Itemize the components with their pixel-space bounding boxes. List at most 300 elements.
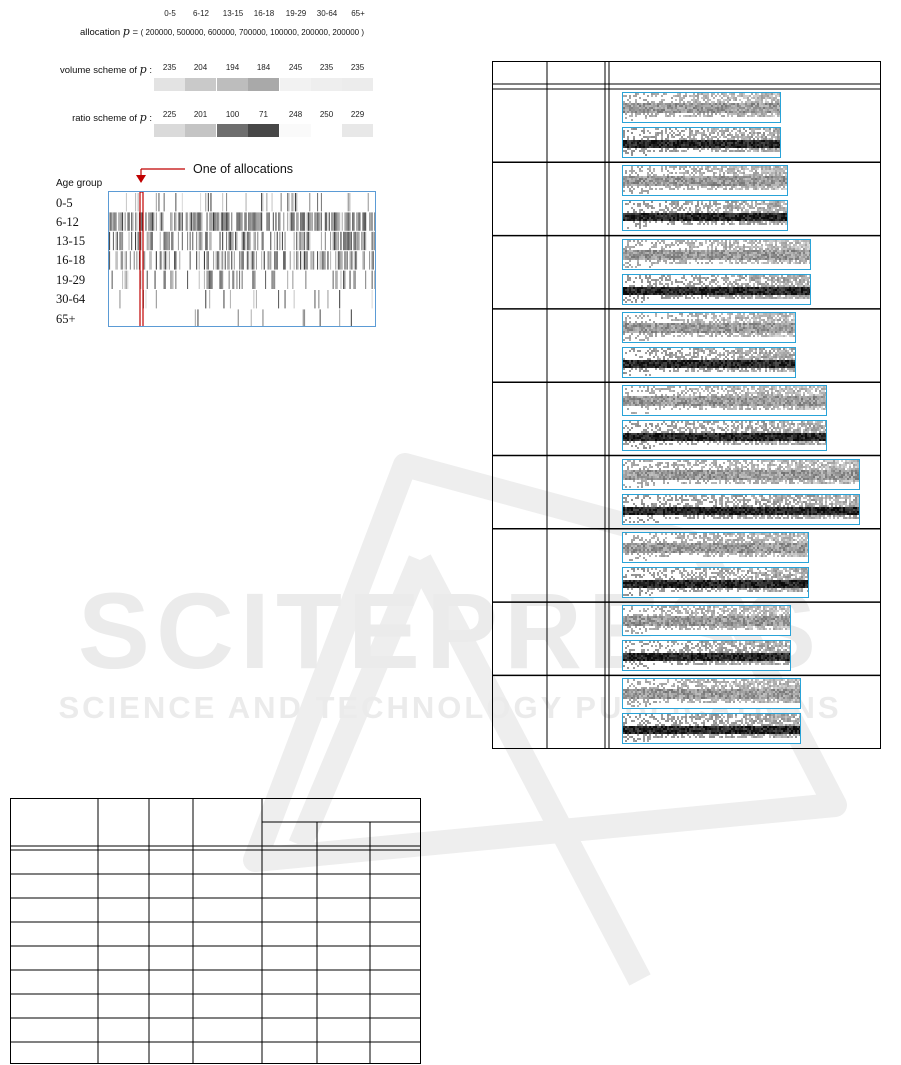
heatmap-cell bbox=[292, 193, 293, 211]
heatmap-cell bbox=[278, 290, 279, 308]
results-table bbox=[10, 798, 421, 1064]
heatmap-cell bbox=[357, 232, 358, 250]
heatmap-cell bbox=[238, 309, 239, 327]
heatmap-cell bbox=[197, 309, 198, 327]
heatmap-cell bbox=[165, 232, 166, 250]
heatmap-cell bbox=[179, 212, 180, 230]
heatmap-row-label: 0-5 bbox=[56, 196, 73, 210]
heatmap-cell bbox=[301, 212, 302, 230]
heatmap-cell bbox=[121, 251, 122, 269]
age-group-header-cell: 6-12 bbox=[192, 9, 209, 18]
heatmap-cell bbox=[135, 232, 136, 250]
heatmap-cell bbox=[119, 232, 120, 250]
scheme-value: 245 bbox=[288, 63, 303, 72]
heatmap-cell bbox=[344, 212, 345, 230]
heatmap-cell bbox=[363, 232, 364, 250]
volume-bar-graphic bbox=[623, 386, 827, 416]
heatmap-cell bbox=[311, 212, 312, 230]
heatmap-cell bbox=[261, 212, 262, 230]
heatmap-cell bbox=[109, 251, 110, 269]
heatmap-cell bbox=[344, 251, 345, 269]
heatmap-cell bbox=[175, 212, 176, 230]
heatmap-cell bbox=[255, 212, 256, 230]
heatmap-cell bbox=[135, 212, 136, 230]
heatmap-cell bbox=[287, 212, 288, 230]
ratio-scheme-label: ratio scheme of p : bbox=[72, 111, 152, 124]
heatmap-cell bbox=[156, 193, 157, 211]
heatmap-cell bbox=[361, 232, 362, 250]
heatmap-cell bbox=[242, 212, 243, 230]
heatmap-cell bbox=[153, 212, 154, 230]
heatmap-cell bbox=[285, 290, 286, 308]
bar-comparison-table bbox=[492, 61, 881, 749]
heatmap-cell bbox=[351, 309, 352, 327]
heatmap-cell bbox=[373, 232, 374, 250]
ratio-bar-graphic bbox=[623, 568, 809, 598]
heatmap-cell bbox=[294, 212, 295, 230]
scheme-swatch bbox=[217, 124, 248, 137]
heatmap-cell bbox=[274, 232, 275, 250]
heatmap-cell bbox=[125, 212, 126, 230]
heatmap-cell bbox=[117, 232, 118, 250]
heatmap-cell bbox=[129, 212, 130, 230]
heatmap-cell bbox=[169, 232, 170, 250]
heatmap-cell bbox=[365, 271, 366, 289]
heatmap-cell bbox=[351, 232, 352, 250]
ratio-bar-frame bbox=[622, 347, 796, 378]
heatmap-cell bbox=[212, 212, 213, 230]
heatmap-cell bbox=[359, 232, 360, 250]
heatmap-row-label: 65+ bbox=[56, 312, 76, 326]
heatmap-cell bbox=[343, 232, 344, 250]
heatmap-cell bbox=[261, 193, 262, 211]
heatmap-cell bbox=[186, 212, 187, 230]
heatmap-cell bbox=[234, 251, 235, 269]
heatmap-cell bbox=[222, 232, 223, 250]
heatmap-cell bbox=[335, 251, 336, 269]
heatmap-cell bbox=[376, 212, 377, 230]
heatmap-cell bbox=[253, 232, 254, 250]
heatmap-cell bbox=[255, 232, 256, 250]
heatmap-cell bbox=[372, 232, 373, 250]
heatmap-cell bbox=[359, 212, 360, 230]
heatmap-cell bbox=[239, 251, 240, 269]
heatmap-cell bbox=[127, 271, 128, 289]
heatmap-cell bbox=[334, 232, 335, 250]
watermark-subtitle: SCIENCE AND TECHNOLOGY PUBLICATIONS bbox=[58, 690, 842, 725]
heatmap-cell bbox=[149, 212, 150, 230]
heatmap-cell bbox=[161, 212, 162, 230]
scheme-swatch bbox=[185, 124, 216, 137]
heatmap-cell bbox=[327, 290, 328, 308]
heatmap-cell bbox=[118, 212, 119, 230]
heatmap-cell bbox=[320, 212, 321, 230]
heatmap-cell bbox=[269, 251, 270, 269]
heatmap-cell bbox=[329, 212, 330, 230]
heatmap-cell bbox=[262, 232, 263, 250]
heatmap-cell bbox=[244, 232, 245, 250]
ratio-bar-graphic bbox=[623, 421, 827, 451]
heatmap-cell bbox=[257, 212, 258, 230]
scheme-value: 229 bbox=[350, 110, 365, 119]
heatmap-cell bbox=[204, 271, 205, 289]
heatmap-cell bbox=[277, 251, 278, 269]
volume-bar-graphic bbox=[623, 313, 796, 343]
heatmap-cell bbox=[296, 232, 297, 250]
heatmap-cell bbox=[347, 193, 348, 211]
heatmap-cell bbox=[114, 212, 115, 230]
heatmap-cell bbox=[116, 232, 117, 250]
heatmap-cell bbox=[121, 232, 122, 250]
heatmap-cell bbox=[320, 309, 321, 327]
heatmap-cell bbox=[170, 271, 171, 289]
heatmap-cell bbox=[156, 212, 157, 230]
heatmap-cell bbox=[355, 251, 356, 269]
heatmap-cell bbox=[136, 251, 137, 269]
heatmap-cell bbox=[214, 212, 215, 230]
heatmap-cell bbox=[222, 251, 223, 269]
heatmap-cell bbox=[192, 232, 193, 250]
heatmap-cell bbox=[109, 232, 110, 250]
heatmap-cell bbox=[195, 212, 196, 230]
heatmap-cell bbox=[356, 232, 357, 250]
heatmap-cell bbox=[164, 271, 165, 289]
heatmap-cell bbox=[344, 271, 345, 289]
scheme-swatch bbox=[154, 78, 185, 91]
heatmap-cell bbox=[363, 212, 364, 230]
heatmap-cell bbox=[251, 251, 252, 269]
heatmap-cell bbox=[325, 212, 326, 230]
volume-bar-frame bbox=[622, 605, 791, 636]
heatmap-cell bbox=[210, 271, 211, 289]
heatmap-cell bbox=[122, 212, 123, 230]
heatmap-cell bbox=[266, 212, 267, 230]
volume-bar-graphic bbox=[623, 460, 860, 490]
heatmap-cell bbox=[122, 271, 123, 289]
heatmap-cell bbox=[350, 271, 351, 289]
heatmap-cell bbox=[340, 251, 341, 269]
heatmap-cell bbox=[156, 251, 157, 269]
heatmap-cell bbox=[199, 251, 200, 269]
heatmap-cell bbox=[175, 251, 176, 269]
heatmap-cell bbox=[253, 251, 254, 269]
heatmap-cell bbox=[314, 290, 315, 308]
heatmap-cell bbox=[338, 232, 339, 250]
heatmap-cell bbox=[138, 232, 139, 250]
heatmap-cell bbox=[338, 251, 339, 269]
heatmap-cell bbox=[318, 290, 319, 308]
heatmap-cell bbox=[370, 212, 371, 230]
heatmap-cell bbox=[173, 232, 174, 250]
heatmap-cell bbox=[249, 212, 250, 230]
ratio-bar-frame bbox=[622, 274, 811, 305]
heatmap-cell bbox=[331, 212, 332, 230]
heatmap-cell bbox=[229, 212, 230, 230]
heatmap-cell bbox=[353, 232, 354, 250]
heatmap-cell bbox=[340, 271, 341, 289]
heatmap-cell bbox=[204, 251, 205, 269]
heatmap-cell bbox=[158, 193, 159, 211]
heatmap-cell bbox=[292, 271, 293, 289]
heatmap-cell bbox=[233, 232, 234, 250]
heatmap-cell bbox=[225, 251, 226, 269]
heatmap-cell bbox=[222, 193, 223, 211]
heatmap-cell bbox=[372, 290, 373, 308]
heatmap-cell bbox=[257, 232, 258, 250]
heatmap-cell bbox=[205, 193, 206, 211]
heatmap-cell bbox=[112, 271, 113, 289]
scheme-swatch bbox=[311, 78, 342, 91]
heatmap-cell bbox=[174, 251, 175, 269]
heatmap-cell bbox=[364, 212, 365, 230]
heatmap-cell bbox=[252, 251, 253, 269]
heatmap-cell bbox=[307, 212, 308, 230]
heatmap-cell bbox=[272, 271, 273, 289]
heatmap-cell bbox=[222, 271, 223, 289]
heatmap-cell bbox=[236, 212, 237, 230]
heatmap-cell bbox=[231, 251, 232, 269]
heatmap-cell bbox=[226, 232, 227, 250]
scheme-value: 235 bbox=[162, 63, 177, 72]
heatmap-cell bbox=[182, 193, 183, 211]
heatmap-cell bbox=[247, 232, 248, 250]
heatmap-cell bbox=[350, 232, 351, 250]
heatmap-cell bbox=[196, 232, 197, 250]
ratio-bar-graphic bbox=[623, 275, 811, 305]
heatmap-cell bbox=[210, 232, 211, 250]
heatmap-cell bbox=[145, 212, 146, 230]
heatmap-cell bbox=[125, 251, 126, 269]
heatmap-cell bbox=[134, 251, 135, 269]
heatmap-cell bbox=[156, 290, 157, 308]
heatmap-cell bbox=[149, 232, 150, 250]
heatmap-cell bbox=[200, 232, 201, 250]
heatmap-cell bbox=[116, 212, 117, 230]
heatmap-cell bbox=[260, 212, 261, 230]
volume-bar-frame bbox=[622, 312, 796, 343]
heatmap-cell bbox=[161, 251, 162, 269]
heatmap-cell bbox=[351, 251, 352, 269]
heatmap-cell bbox=[300, 212, 301, 230]
heatmap-cell bbox=[230, 290, 231, 308]
heatmap-cell bbox=[229, 232, 230, 250]
scheme-swatch bbox=[342, 124, 373, 137]
heatmap-cell bbox=[175, 193, 176, 211]
heatmap-cell bbox=[305, 251, 306, 269]
heatmap-cell bbox=[221, 212, 222, 230]
heatmap-cell bbox=[132, 212, 133, 230]
heatmap-cell bbox=[372, 212, 373, 230]
ratio-bar-frame bbox=[622, 494, 860, 525]
heatmap-cell bbox=[363, 251, 364, 269]
heatmap-cell bbox=[255, 271, 256, 289]
heatmap-cell bbox=[352, 251, 353, 269]
ratio-bar-frame bbox=[622, 127, 781, 158]
heatmap-cell bbox=[309, 193, 310, 211]
heatmap-cell bbox=[334, 212, 335, 230]
heatmap-cell bbox=[226, 212, 227, 230]
volume-bar-frame bbox=[622, 239, 811, 270]
heatmap-cell bbox=[291, 193, 292, 211]
heatmap-cell bbox=[291, 212, 292, 230]
heatmap-cell bbox=[281, 193, 282, 211]
heatmap-cell bbox=[251, 212, 252, 230]
heatmap-cell bbox=[240, 212, 241, 230]
heatmap-cell bbox=[376, 232, 377, 250]
heatmap-cell bbox=[252, 271, 253, 289]
heatmap-cell bbox=[304, 232, 305, 250]
heatmap-cell bbox=[231, 212, 232, 230]
scheme-value: 250 bbox=[319, 110, 334, 119]
heatmap-cell bbox=[199, 271, 200, 289]
heatmap-cell bbox=[256, 290, 257, 308]
heatmap-cell bbox=[174, 212, 175, 230]
heatmap-cell bbox=[337, 232, 338, 250]
heatmap-cell bbox=[248, 251, 249, 269]
heatmap-cell bbox=[231, 232, 232, 250]
heatmap-cell bbox=[149, 251, 150, 269]
heatmap-cell bbox=[287, 271, 288, 289]
heatmap-cell bbox=[220, 232, 221, 250]
ratio-bar-frame bbox=[622, 713, 801, 744]
scheme-swatch bbox=[248, 124, 279, 137]
heatmap-cell bbox=[166, 232, 167, 250]
heatmap-cell bbox=[308, 232, 309, 250]
heatmap-cell bbox=[326, 212, 327, 230]
heatmap-cell bbox=[209, 290, 210, 308]
heatmap-cell bbox=[239, 212, 240, 230]
allocation-equals: = bbox=[132, 27, 139, 38]
heatmap-cell bbox=[368, 193, 369, 211]
heatmap-cell bbox=[348, 212, 349, 230]
heatmap-cell bbox=[364, 251, 365, 269]
heatmap-cell bbox=[335, 271, 336, 289]
heatmap-cell bbox=[339, 212, 340, 230]
heatmap-cell bbox=[110, 212, 111, 230]
heatmap-cell bbox=[182, 232, 183, 250]
heatmap-cell bbox=[125, 271, 126, 289]
heatmap-cell bbox=[321, 232, 322, 250]
heatmap-cell bbox=[316, 212, 317, 230]
heatmap-cell bbox=[304, 309, 305, 327]
heatmap-cell bbox=[299, 232, 300, 250]
scheme-value: 201 bbox=[193, 110, 208, 119]
ratio-bar-graphic bbox=[623, 641, 791, 671]
scheme-value: 235 bbox=[319, 63, 334, 72]
heatmap-cell bbox=[238, 212, 239, 230]
heatmap-cell bbox=[205, 290, 206, 308]
heatmap-cell bbox=[374, 232, 375, 250]
heatmap-cell bbox=[282, 232, 283, 250]
volume-bar-frame bbox=[622, 92, 781, 123]
heatmap-cell bbox=[171, 232, 172, 250]
heatmap-cell bbox=[148, 212, 149, 230]
heatmap-cell bbox=[131, 212, 132, 230]
heatmap-cell bbox=[248, 212, 249, 230]
volume-bar-graphic bbox=[623, 240, 811, 270]
heatmap-cell bbox=[240, 251, 241, 269]
heatmap-cell bbox=[290, 212, 291, 230]
heatmap-cell bbox=[307, 232, 308, 250]
heatmap-cell bbox=[210, 193, 211, 211]
heatmap-row-label: 30-64 bbox=[56, 292, 86, 306]
heatmap-cell bbox=[230, 232, 231, 250]
heatmap-cell bbox=[357, 212, 358, 230]
heatmap-cell bbox=[307, 251, 308, 269]
heatmap-cell bbox=[283, 212, 284, 230]
heatmap-cell bbox=[265, 271, 266, 289]
scheme-swatch bbox=[217, 78, 248, 91]
heatmap-cell bbox=[303, 232, 304, 250]
heatmap-cell bbox=[327, 251, 328, 269]
heatmap-cell bbox=[324, 251, 325, 269]
heatmap-cell bbox=[209, 271, 210, 289]
heatmap-cell bbox=[347, 251, 348, 269]
heatmap-cell bbox=[151, 232, 152, 250]
heatmap-cells bbox=[109, 192, 376, 327]
heatmap-cell bbox=[171, 212, 172, 230]
age-group-header bbox=[0, 9, 400, 21]
heatmap-cell bbox=[152, 232, 153, 250]
heatmap-cell bbox=[217, 251, 218, 269]
heatmap-cell bbox=[290, 251, 291, 269]
heatmap-cell bbox=[243, 232, 244, 250]
heatmap-cell bbox=[344, 232, 345, 250]
heatmap-cell bbox=[342, 212, 343, 230]
heatmap-cell bbox=[165, 251, 166, 269]
heatmap-cell bbox=[148, 232, 149, 250]
heatmap-cell bbox=[266, 193, 267, 211]
heatmap-cell bbox=[268, 251, 269, 269]
age-group-header-cell: 13-15 bbox=[222, 9, 244, 18]
heatmap-cell bbox=[213, 251, 214, 269]
heatmap-cell bbox=[122, 232, 123, 250]
age-group-header-cell: 65+ bbox=[351, 9, 365, 18]
heatmap-cell bbox=[164, 251, 165, 269]
heatmap-cell bbox=[164, 232, 165, 250]
heatmap-cell bbox=[259, 212, 260, 230]
heatmap-cell bbox=[300, 251, 301, 269]
scheme-swatch bbox=[280, 78, 311, 91]
heatmap-cell bbox=[221, 251, 222, 269]
heatmap-cell bbox=[223, 212, 224, 230]
heatmap-cell bbox=[227, 251, 228, 269]
scheme-value: 184 bbox=[256, 63, 271, 72]
ratio-bar-frame bbox=[622, 567, 809, 598]
volume-bar-graphic bbox=[623, 533, 809, 563]
heatmap-cell bbox=[346, 212, 347, 230]
heatmap-cell bbox=[317, 193, 318, 211]
heatmap-cell bbox=[246, 193, 247, 211]
heatmap-cell bbox=[253, 212, 254, 230]
heatmap-cell bbox=[208, 193, 209, 211]
heatmap-cell bbox=[256, 251, 257, 269]
heatmap-cell bbox=[330, 251, 331, 269]
heatmap-cell bbox=[333, 232, 334, 250]
heatmap-cell bbox=[201, 232, 202, 250]
heatmap-cell bbox=[321, 193, 322, 211]
heatmap-cell bbox=[274, 271, 275, 289]
allocation-symbol: p bbox=[122, 25, 130, 38]
heatmap-cell bbox=[339, 251, 340, 269]
heatmap-cell bbox=[236, 232, 237, 250]
heatmap-cell bbox=[112, 212, 113, 230]
heatmap-cell bbox=[196, 212, 197, 230]
heatmap-cell bbox=[195, 309, 196, 327]
heatmap-cell bbox=[217, 212, 218, 230]
heatmap-cell bbox=[171, 271, 172, 289]
heatmap-cell bbox=[288, 193, 289, 211]
